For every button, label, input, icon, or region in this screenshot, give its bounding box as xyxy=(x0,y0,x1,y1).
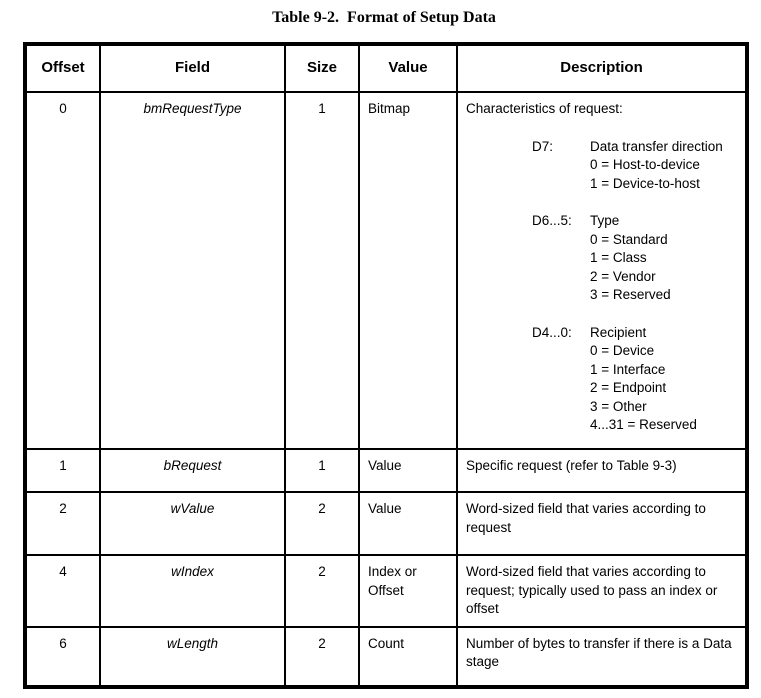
bit-detail-group xyxy=(532,212,737,305)
bit-detail-line: Recipient xyxy=(590,324,647,340)
cell-size: 2 xyxy=(285,555,359,627)
header-row xyxy=(25,44,747,92)
bit-detail-lines xyxy=(590,212,671,305)
cell-value: Value xyxy=(359,449,457,492)
cell-offset: 6 xyxy=(25,627,100,687)
table-row xyxy=(25,555,747,627)
bit-range-label: D4...0: xyxy=(532,324,572,340)
table-caption: Table 9-2. Format of Setup Data xyxy=(272,9,496,26)
cell-offset: 0 xyxy=(25,92,100,449)
description-text: Word-sized field that varies according to request; typically used to pass an index or offset xyxy=(466,564,718,616)
table-row xyxy=(25,627,747,687)
cell-field: bRequest xyxy=(100,449,285,492)
cell-description xyxy=(457,627,747,687)
bit-range-label: D7: xyxy=(532,138,554,154)
cell-description xyxy=(457,555,747,627)
header-offset: Offset xyxy=(25,44,100,92)
bit-detail-line: 4...31 = Reserved xyxy=(590,417,697,432)
cell-offset: 4 xyxy=(25,555,100,627)
cell-offset: 2 xyxy=(25,492,100,555)
cell-value: Bitmap xyxy=(359,92,457,449)
bit-range-label: D6...5: xyxy=(532,213,572,228)
cell-size: 2 xyxy=(285,492,359,555)
cell-value: Value xyxy=(359,492,457,555)
bit-detail-line: 2 = Vendor xyxy=(590,268,656,284)
bit-detail-line: 0 = Host-to-device xyxy=(590,157,700,172)
cell-field: wIndex xyxy=(100,555,285,627)
cell-field: bmRequestType xyxy=(100,92,285,449)
cell-description xyxy=(457,92,747,449)
bit-detail-line: 3 = Other xyxy=(590,398,647,414)
table-row xyxy=(25,92,747,449)
header-description: Description xyxy=(457,44,747,92)
bit-detail-line: Type xyxy=(590,213,620,228)
cell-description xyxy=(457,492,747,555)
cell-field: wValue xyxy=(100,492,285,555)
table-body xyxy=(25,92,747,687)
bit-detail-line: 1 = Interface xyxy=(590,361,666,377)
bit-detail-line: Data transfer direction xyxy=(590,138,723,154)
bit-detail-line: 2 = Endpoint xyxy=(590,380,667,395)
bit-detail-group xyxy=(532,324,737,435)
bit-detail-line: 1 = Class xyxy=(590,250,647,265)
bit-detail-group xyxy=(532,138,737,194)
cell-description xyxy=(457,449,747,492)
bit-detail-line: 1 = Device-to-host xyxy=(590,175,700,191)
bit-detail-lines xyxy=(590,324,697,435)
cell-field: wLength xyxy=(100,627,285,687)
table-row xyxy=(25,449,747,492)
cell-size: 2 xyxy=(285,627,359,687)
header-field: Field xyxy=(100,44,285,92)
bit-detail-lines xyxy=(590,138,723,194)
bit-detail-line: 3 = Reserved xyxy=(590,287,671,302)
bit-detail-line: 0 = Standard xyxy=(590,231,668,247)
cell-value: Index or Offset xyxy=(359,555,457,627)
cell-offset: 1 xyxy=(25,449,100,492)
table-row xyxy=(25,492,747,555)
bit-detail-line: 0 = Device xyxy=(590,343,655,358)
description-text: Number of bytes to transfer if there is a Data stage xyxy=(466,635,732,669)
setup-data-table xyxy=(23,42,749,689)
description-text: Word-sized field that varies according to request xyxy=(466,501,706,535)
cell-size: 1 xyxy=(285,449,359,492)
header-size: Size xyxy=(285,44,359,92)
description-text: Specific request (refer to Table 9-3) xyxy=(466,458,677,473)
description-text: Characteristics of request: xyxy=(466,101,623,116)
cell-size: 1 xyxy=(285,92,359,449)
header-value: Value xyxy=(359,44,457,92)
cell-value: Count xyxy=(359,627,457,687)
